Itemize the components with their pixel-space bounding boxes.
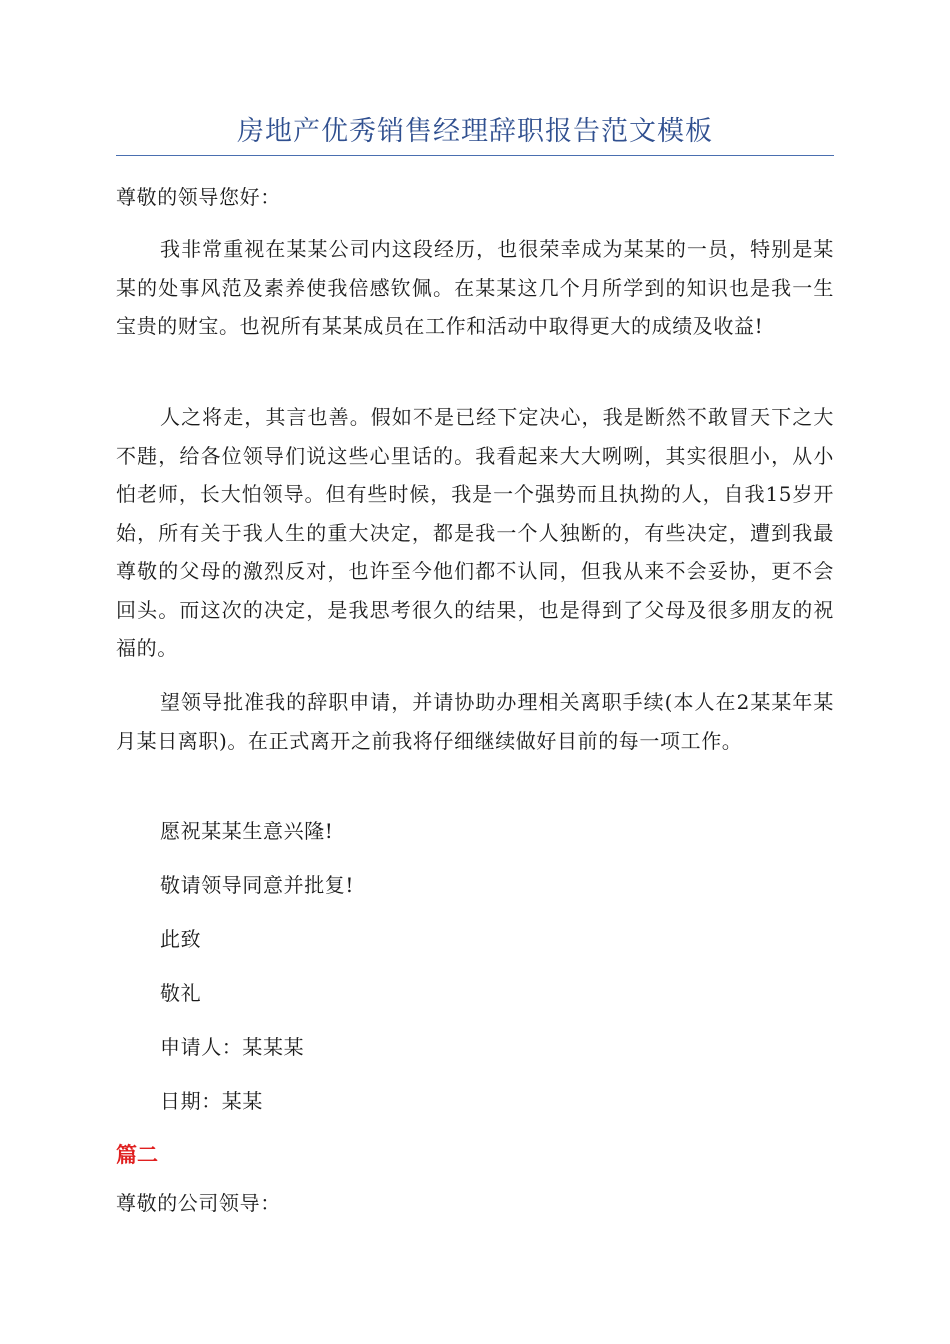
paragraph-3: 望领导批准我的辞职申请，并请协助办理相关离职手续(本人在2某某年某月某日离职)。在正式离开之前我将仔细继续做好目前的每一项工作。 <box>116 690 834 753</box>
closing-cizhi: 此致 <box>160 927 202 951</box>
closing-request: 敬请领导同意并批复! <box>160 873 355 897</box>
section-two-salutation: 尊敬的公司领导： <box>116 1191 281 1215</box>
salutation: 尊敬的领导您好： <box>116 185 281 209</box>
closing-jingli: 敬礼 <box>160 981 202 1005</box>
document-title: 房地产优秀销售经理辞职报告范文模板 <box>237 116 713 147</box>
section-two-heading: 篇二 <box>116 1142 158 1167</box>
paragraph-2: 人之将走，其言也善。假如不是已经下定决心，我是断然不敢冒天下之大不韪，给各位领导们说这些心里话的。我看起来大大咧咧，其实很胆小，从小怕老师，长大怕领导。但有些时候，我是一个强势而且执拗的人，自我15岁开始，所有关于我人生的重大决定，都是我一个人独断的，有些决定，遭到我最尊敬的父母的激烈反对，也许至今他们都不认同，但我从来不会妥协，更不会回头。而这次的决定，是我思考很久的结果，也是得到了父母及很多朋友的祝福的。 <box>116 405 834 660</box>
title-underline <box>116 155 834 156</box>
date-line: 日期：某某 <box>160 1089 263 1113</box>
closing-wish: 愿祝某某生意兴隆! <box>160 819 334 843</box>
applicant-line: 申请人：某某某 <box>160 1035 305 1059</box>
paragraph-1: 我非常重视在某某公司内这段经历，也很荣幸成为某某的一员，特别是某某的处事风范及素养使我倍感钦佩。在某某这几个月所学到的知识也是我一生宝贵的财宝。也祝所有某某成员在工作和活动中取得更大的成绩及收益! <box>116 237 834 338</box>
